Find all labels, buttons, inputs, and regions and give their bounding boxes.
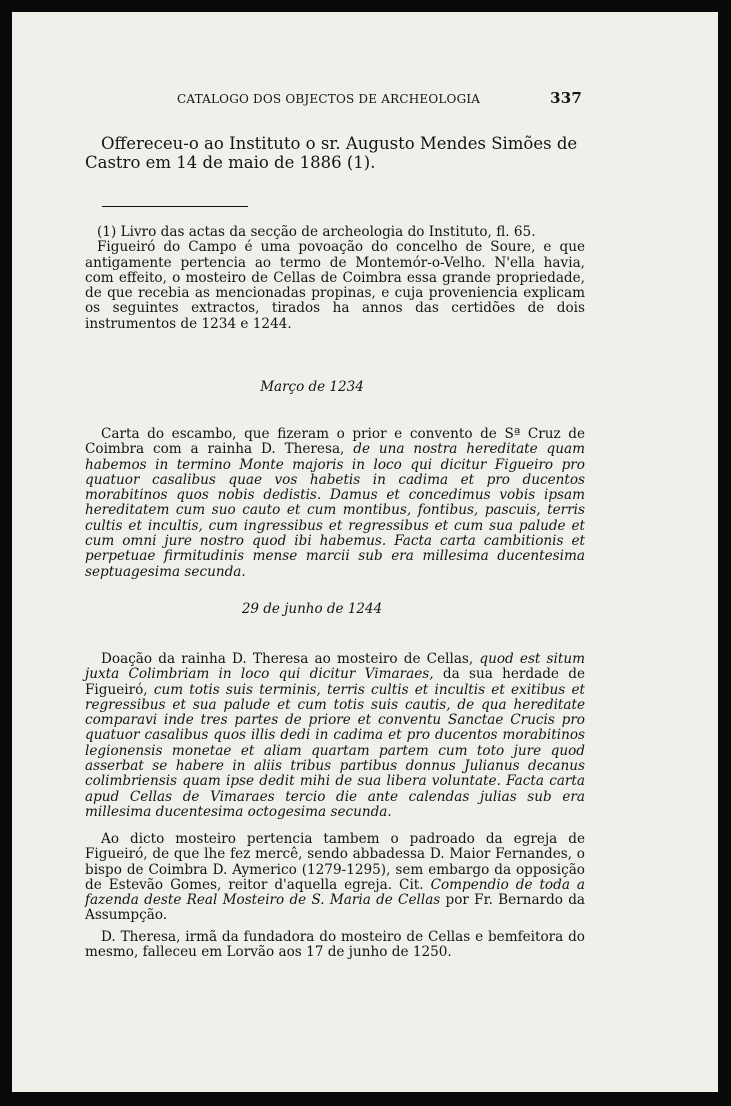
header-title: CATALOGO DOS OBJECTOS DE ARCHEOLOGIA — [177, 92, 481, 106]
section-body-1234 — [85, 427, 585, 580]
section2-latin-1: quod est situm juxta Colimbriam in loco qui dicitur Vimaraes, — [85, 651, 585, 683]
section-body-1244 — [85, 652, 585, 820]
section-heading-1244: 29 de junho de 1244 — [241, 601, 383, 617]
closing-paragraph-2: D. Theresa, irmã da fundadora do mosteiro de Cellas e bemfeitora do mesmo, falleceu em Lorvão aos 17 de junho de 1250. — [85, 928, 585, 961]
section2-mid: da sua herdade de Figueiró, — [85, 666, 586, 698]
intro-paragraph: Offereceu-o ao Instituto o sr. Augusto Mendes Simões de Castro em 14 de maio de 1886 (1). — [85, 134, 578, 172]
page-number: 337 — [550, 89, 582, 107]
footnote-rule — [102, 206, 248, 207]
closing-citation-title: Compendio de toda a fazenda deste Real Mosteiro de S. Maria de Cellas — [85, 876, 585, 909]
section1-lead: Carta do escambo, que fizeram o prior e convento de Sª Cruz de Coimbra com a rainha D. Theresa, — [85, 426, 585, 458]
footnote-text: Figueiró do Campo é uma povoação do concelho de Soure, e que antigamente pertencia ao termo de Montemór-o-Velho. N'ella havia, com effeito, o mosteiro de Cellas de Coimbra essa grande propriedade, de que recebia as mencionadas propinas, e cuja proveniencia explicam os seguintes extractos, tirados ha annos das certidões de dois instrumentos de 1234 e 1244. — [85, 239, 585, 332]
footnote — [85, 225, 585, 332]
section1-latin: de una nostra hereditate quam habemos in termino Monte majoris in loco qui dicitur Figueiro pro quatuor casalibus quae vos habetis in cadima et pro ducentos morabitinos quos nobis dedistis. Damus et concedimus vobis ipsam hereditatem cum suo cauto et cum montibus, fontibus, pascuis, terris cultis et incultis, cum ingressibus et regressibus et cum sua palude et cum omni jure nostro quod ibi habemus. Facta carta cambitionis et perpetuae firmitudinis mense marcii sub era millesima ducentesima septuagesima secunda. — [85, 441, 586, 580]
section2-latin-2: cum totis suis terminis, terris cultis et incultis et exitibus et regressibus et sua palude et cum totis suis cautis, de qua hereditate comparavi inde tres partes de priore et conventu Sanctae Crucis pro quatuor casalibus quos illis dedi in cadima et pro ducentos morabitinos legionensis monetae et aliam quartam partem cum toto jure quod asserbat se habere in aliis tribus partibus donnus Julianus decanus colimbriensis quam ipse dedit mihi de sua libera voluntate. Facta carta apud Cellas de Vimaraes tercio die ante calendas julias sub era millesima ducentesima octogesima secunda. — [85, 681, 585, 820]
closing-text-a: Ao dicto mosteiro pertencia tambem o padroado da egreja de Figueiró, de que lhe fez mercê, sendo abbadessa D. Maior Fernandes, o bispo de Coimbra D. Aymerico (1279-1295), sem embargo da opposição de Estevão Gomes, reitor d'aquella egreja. Cit. — [85, 831, 585, 893]
section-heading-1234: Março de 1234 — [260, 379, 364, 395]
section2-lead: Doação da rainha D. Theresa ao mosteiro de Cellas, — [101, 651, 474, 667]
closing-paragraph-1 — [85, 832, 585, 924]
page — [12, 12, 718, 1092]
closing-text-b: por Fr. Bernardo da Assumpção. — [85, 892, 586, 924]
closing-paragraphs — [85, 832, 585, 960]
footnote-reference: (1) Livro das actas da secção de archeologia do Instituto, fl. 65. — [97, 224, 536, 240]
